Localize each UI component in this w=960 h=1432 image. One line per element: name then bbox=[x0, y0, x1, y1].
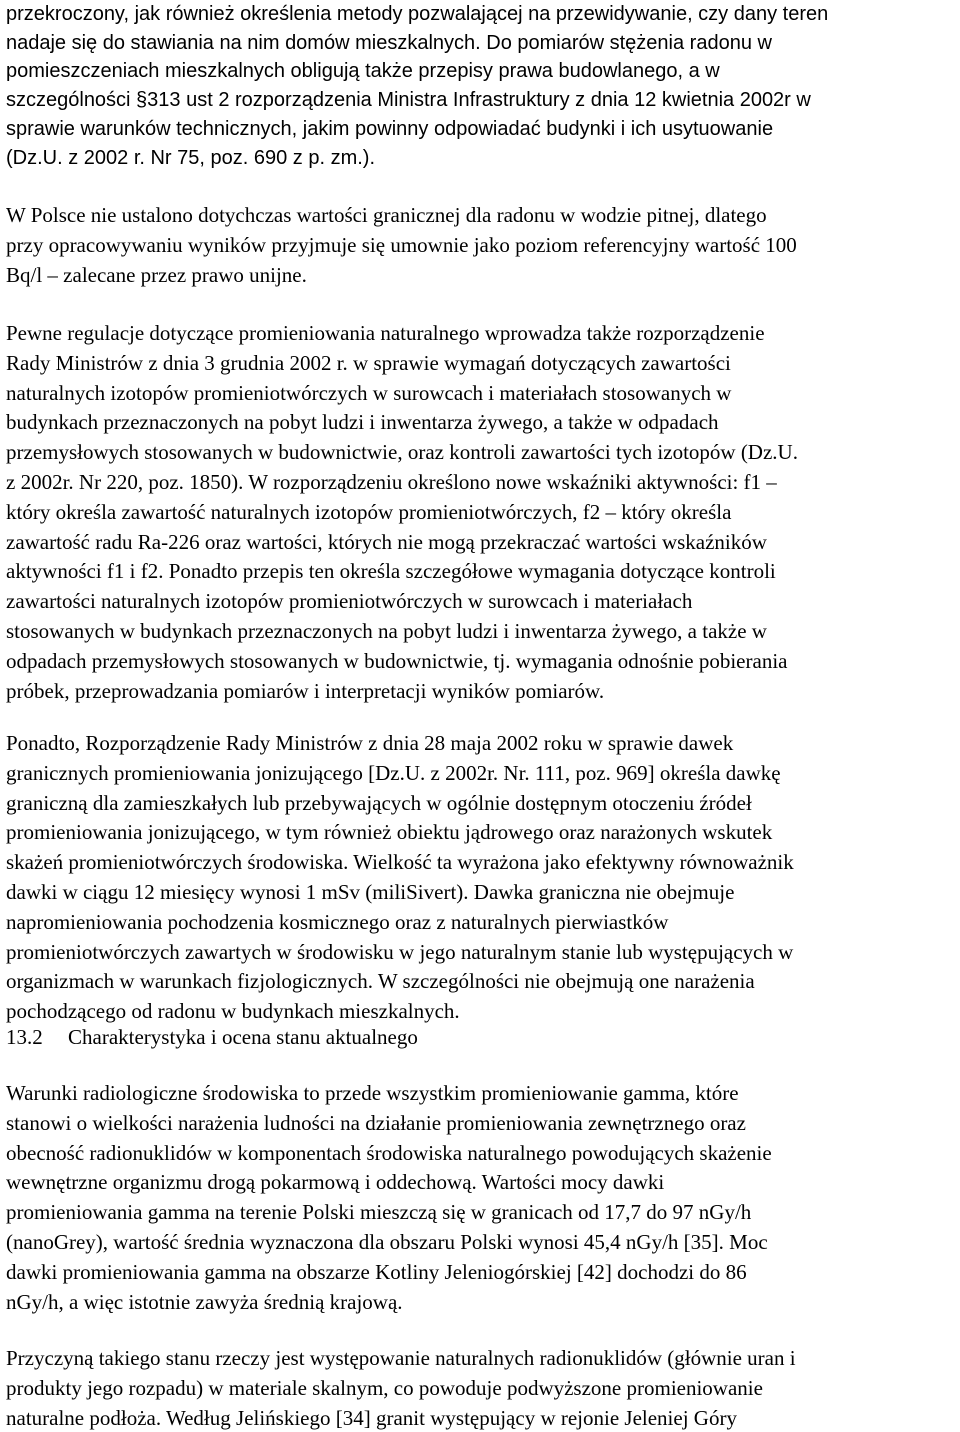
paragraph-line: organizmach w warunkach fizjologicznych. W szczególności nie obejmują one narażenia bbox=[6, 969, 755, 994]
paragraph-line: szczególności §313 ust 2 rozporządzenia Ministra Infrastruktury z dnia 12 kwietnia 2002r w bbox=[6, 89, 811, 112]
paragraph-line: Warunki radiologiczne środowiska to przede wszystkim promieniowanie gamma, które bbox=[6, 1081, 739, 1105]
paragraph-line: nGy/h, a więc istotnie zawyża średnią krajową. bbox=[6, 1289, 403, 1314]
paragraph-line: stosowanych w budynkach przeznaczonych na pobyt ludzi i inwentarza żywego, a także w bbox=[6, 619, 767, 643]
paragraph-line: przekroczony, jak również określenia metody pozwalającej na przewidywanie, czy dany teren bbox=[6, 3, 829, 25]
paragraph-line: zawartość radu Ra-226 oraz wartości, których nie mogą przekraczać wartości wskaźników bbox=[6, 529, 767, 554]
paragraph-line: graniczną dla zamieszkałych lub przebywających w ogólnie dostępnym otoczeniu źródeł bbox=[6, 790, 752, 815]
paragraph-line: który określa zawartość naturalnych izotopów promieniotwórczych, f2 – który określa bbox=[6, 499, 732, 524]
paragraph-line: pochodzącego od radonu w budynkach mieszkalnych. bbox=[6, 999, 460, 1024]
paragraph-line: przy opracowywaniu wyników przyjmuje się umownie jako poziom referencyjny wartość 100 bbox=[6, 232, 797, 257]
paragraph-line: Bq/l – zalecane przez prawo unijne. bbox=[6, 262, 307, 287]
paragraph-line: próbek, przeprowadzania pomiarów i interpretacji wyników pomiarów. bbox=[6, 678, 605, 703]
paragraph-line: naturalnych izotopów promieniotwórczych w surowcach i materiałach stosowanych w bbox=[6, 380, 732, 405]
paragraph-line: obecność radionuklidów w komponentach środowiska naturalnego powodujących skażenie bbox=[6, 1140, 772, 1165]
paragraph-line: promieniowania gamma na terenie Polski mieszczą się w granicach od 17,7 do 97 nGy/h bbox=[6, 1200, 752, 1225]
paragraph-line: zawartości naturalnych izotopów promieniotwórczych w surowcach i materiałach bbox=[6, 589, 693, 614]
paragraph-line: Rady Ministrów z dnia 3 grudnia 2002 r. w sprawie wymagań dotyczących zawartości bbox=[6, 350, 731, 375]
paragraph-line: budynkach przeznaczonych na pobyt ludzi i inwentarza żywego, a także w odpadach bbox=[6, 410, 719, 435]
paragraph-line: skażeń promieniotwórczych środowiska. Wielkość ta wyrażona jako efektywny równoważnik bbox=[6, 850, 794, 875]
paragraph-line: Przyczyną takiego stanu rzeczy jest występowanie naturalnych radionuklidów (głównie uran i bbox=[6, 1346, 796, 1370]
paragraph-line: pomieszczeniach mieszkalnych obligują także przepisy prawa budowlanego, a w bbox=[6, 60, 720, 83]
paragraph-line: Pewne regulacje dotyczące promieniowania naturalnego wprowadza także rozporządzenie bbox=[6, 321, 765, 345]
paragraph-line: naturalne podłoża. Według Jelińskiego [34] granit występujący w rejonie Jeleniej Góry bbox=[6, 1405, 737, 1430]
section-number: 13.2 bbox=[6, 1025, 43, 1049]
paragraph-line: z 2002r. Nr 220, poz. 1850). W rozporządzeniu określono nowe wskaźniki aktywności: f1 – bbox=[6, 470, 777, 494]
paragraph-line: (nanoGrey), wartość średnia wyznaczona dla obszaru Polski wynosi 45,4 nGy/h [35]. Moc bbox=[6, 1230, 768, 1254]
paragraph-line: Ponadto, Rozporządzenie Rady Ministrów z dnia 28 maja 2002 roku w sprawie dawek bbox=[6, 731, 734, 755]
paragraph-line: W Polsce nie ustalono dotychczas wartości granicznej dla radonu w wodzie pitnej, dlatego bbox=[6, 203, 767, 227]
paragraph-line: aktywności f1 i f2. Ponadto przepis ten określa szczegółowe wymagania dotyczące kontroli bbox=[6, 559, 776, 584]
paragraph-line: wewnętrzne organizmu drogą pokarmową i oddechową. Wartości mocy dawki bbox=[6, 1170, 665, 1195]
paragraph-line: promieniowania jonizującego, w tym również obiektu jądrowego oraz narażonych wskutek bbox=[6, 820, 773, 845]
paragraph-line: produkty jego rozpadu) w materiale skalnym, co powoduje podwyższone promieniowanie bbox=[6, 1375, 763, 1400]
paragraph-line: przemysłowych stosowanych w budownictwie, oraz kontroli zawartości tych izotopów (Dz.U. bbox=[6, 440, 798, 465]
section-title: Charakterystyka i ocena stanu aktualnego bbox=[68, 1025, 418, 1049]
paragraph-line: promieniotwórczych zawartych w środowisku w jego naturalnym stanie lub występujących w bbox=[6, 939, 794, 964]
paragraph-line: odpadach przemysłowych stosowanych w budownictwie, tj. wymagania odnośnie pobierania bbox=[6, 648, 788, 673]
paragraph-line: dawki w ciągu 12 miesięcy wynosi 1 mSv (miliSivert). Dawka graniczna nie obejmuje bbox=[6, 880, 735, 904]
paragraph-line: sprawie warunków technicznych, jakim powinny odpowiadać budynki i ich usytuowanie bbox=[6, 117, 774, 140]
paragraph-line: nadaje się do stawiania na nim domów mieszkalnych. Do pomiarów stężenia radonu w bbox=[6, 31, 772, 54]
paragraph-line: napromieniowania pochodzenia kosmicznego oraz z naturalnych pierwiastków bbox=[6, 909, 669, 934]
paragraph-line: stanowi o wielkości narażenia ludności na działanie promieniowania zewnętrznego oraz bbox=[6, 1110, 746, 1135]
section-heading bbox=[6, 1023, 418, 1051]
paragraph-line: dawki promieniowania gamma na obszarze Kotliny Jeleniogórskiej [42] dochodzi do 86 bbox=[6, 1259, 747, 1284]
paragraph-line: (Dz.U. z 2002 r. Nr 75, poz. 690 z p. zm.). bbox=[6, 146, 376, 169]
paragraph-line: granicznych promieniowania jonizującego [Dz.U. z 2002r. Nr. 111, poz. 969] określa dawkę bbox=[6, 760, 781, 785]
